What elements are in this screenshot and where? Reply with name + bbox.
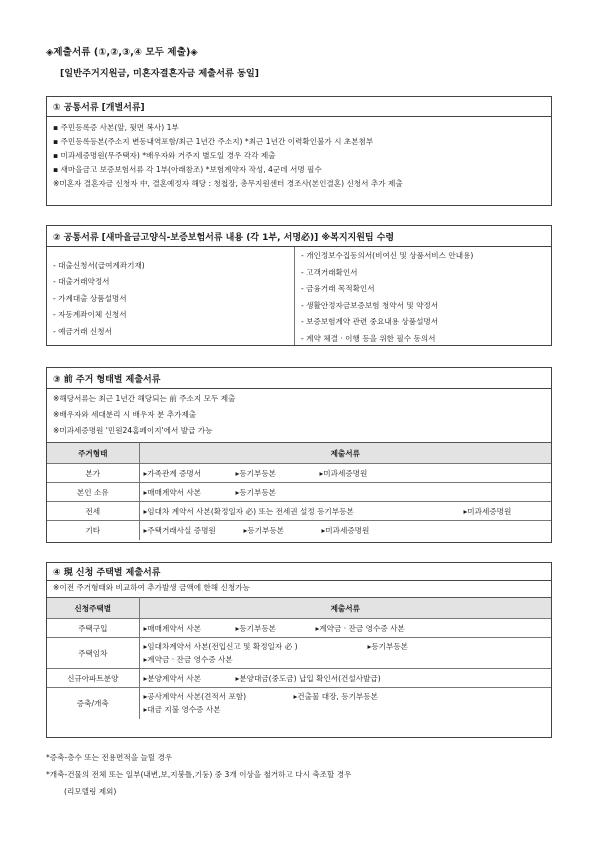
footnote: *증축-층수 또는 전용면적을 늘릴 경우 (46, 753, 173, 762)
doc-item: ▸가족관계 증명서 (143, 468, 202, 478)
section-2-right-list (295, 247, 473, 345)
doc-item: ▸계약금 · 잔금 영수증 사본 (143, 655, 233, 664)
list-item: - 개인정보수집동의서(비여신 및 상품서비스 안내용) (301, 251, 474, 260)
list-item: - 계약 체결 · 이행 등을 위한 필수 동의서 (301, 333, 436, 343)
doc-item: ▸임대차 계약서 사본(확정일자 必) 또는 전세권 설정 등기부등본 (143, 506, 354, 516)
list-item: - 가계대출 상품설명서 (53, 293, 127, 303)
column-header: 주거형태 (47, 443, 139, 464)
section-1-line: ▪ 주민등록등본(주소지 변동내역포함/최근 1년간 주소지) *최근 1년간 이력확인불가 시 초본첨부 (53, 136, 374, 146)
doc-item: ▸분양대금(중도금) 납입 확인서(건설사발급) (235, 673, 381, 683)
section-4-note: ※이전 주거형태와 비교하여 추가발생 금액에 한해 신청가능 (53, 583, 250, 592)
section-3-note: ※미과세증명원 '민원24홈페이지'에서 발급 가능 (53, 426, 213, 435)
section-2-left-list (47, 247, 295, 345)
row-category: 기타 (47, 521, 139, 540)
list-item: - 금융거래 목적확인서 (301, 284, 375, 294)
table-row (47, 483, 551, 502)
doc-item: ▸미과세증명원 (463, 506, 512, 516)
row-category: 신규아파트분양 (47, 669, 139, 688)
section-4-heading: ④ 現 신청 주택별 제출서류 (47, 563, 551, 581)
section-previous-residence-docs (46, 367, 552, 543)
doc-item: ▸등기부등본 (367, 642, 408, 651)
section-2-heading: ② 공통서류 [새마을금고양식-보증보험서류 내용 (각 1부, 서명必)] ※복지지원팀 수령 (47, 226, 551, 247)
section-common-individual-docs (46, 96, 552, 206)
section-common-insurance-docs (46, 225, 552, 346)
footnote: *개축-건물의 전체 또는 일부(내변,보,지붕틀,기둥) 중 3개 이상을 철거하고 다시 축조할 경우 (46, 770, 352, 779)
doc-item: ▸미과세증명원 (319, 468, 368, 478)
section-current-housing-docs (46, 562, 552, 738)
doc-item: ▸대금 지불 영수증 사본 (143, 705, 221, 715)
table-row (47, 688, 551, 719)
doc-item: ▸등기부등본 (243, 525, 284, 535)
doc-item: ▸주택거래사실 증명원 (143, 525, 216, 535)
list-item: - 대출신청서(급여계좌기재) (53, 261, 145, 270)
doc-item: ▸등기부등본 (235, 468, 276, 478)
column-header: 제출서류 (139, 443, 551, 464)
row-category: 주택임차 (47, 638, 139, 669)
row-category: 증축/개축 (47, 688, 139, 719)
doc-item: ▸임대차계약서 사본(전입신고 및 확정일자 必 ) (143, 642, 298, 651)
list-item: - 고객거래확인서 (301, 267, 358, 277)
residence-type-table (47, 442, 551, 540)
doc-item: ▸등기부등본 (235, 623, 276, 633)
list-item: - 자동계좌이체 신청서 (53, 310, 127, 320)
list-item: - 생활안정자금보증보험 청약서 및 약정서 (301, 300, 439, 310)
section-1-line: ▪ 미과세증명원(무주택자) *배우자와 거주지 별도일 경우 각각 제출 (53, 150, 276, 160)
section-1-heading: ① 공통서류 [개별서류] (47, 97, 551, 117)
doc-item: ▸계약금 · 잔금 영수증 사본 (315, 623, 405, 633)
doc-item: ▸건출물 대장, 등기부등본 (293, 692, 378, 702)
table-row (47, 669, 551, 688)
doc-item: ▸미과세증명원 (321, 525, 370, 535)
row-category: 본가 (47, 464, 139, 483)
section-1-line: ▪ 새마을금고 보증보험서류 각 1부(아래참조) *보험계약자 작성, 4군데 서명 필수 (53, 164, 322, 174)
footnote: (리모델링 제외) (64, 787, 117, 796)
page-subtitle: [일반주거지원금, 미혼자결혼자금 제출서류 동일] (60, 68, 259, 79)
table-row (47, 502, 551, 521)
section-3-note: ※배우자와 세대분리 시 배우자 분 추가제출 (53, 410, 197, 419)
list-item: - 대출거래약정서 (53, 277, 110, 287)
column-header: 신청주택별 (47, 598, 139, 619)
row-category: 본인 소유 (47, 483, 139, 502)
column-header: 제출서류 (139, 598, 551, 619)
section-1-line: ▪ 주민등록증 사본(앞, 뒷면 복사) 1부 (53, 123, 179, 132)
page-title: ◈제출서류 (①,②,③,④ 모두 제출)◈ (46, 47, 198, 58)
doc-item: ▸분양계약서 사본 (143, 673, 202, 683)
table-row (47, 638, 551, 669)
section-1-line: ※미혼자 결혼자금 신청자 中, 결혼예정자 해당 : 청첩장, 총무지원센터 경조사(본인결혼) 신청서 추가 제출 (53, 178, 403, 188)
doc-item: ▸공사계약서 사본(견적서 포함) (143, 692, 247, 702)
housing-type-table (47, 597, 551, 719)
section-3-note: ※해당서류는 최근 1년간 해당되는 前 주소지 모두 제출 (53, 394, 236, 403)
doc-item: ▸등기부등본 (235, 487, 276, 497)
row-category: 전세 (47, 502, 139, 521)
doc-item: ▸매매계약서 사본 (143, 623, 202, 633)
list-item: - 보증보험계약 관련 중요내용 상품설명서 (301, 317, 439, 327)
section-3-heading: ③ 前 주거 형태별 제출서류 (47, 368, 551, 389)
table-row (47, 464, 551, 483)
doc-item: ▸매매계약서 사본 (143, 487, 202, 497)
table-row (47, 619, 551, 638)
list-item: - 예금거래 신청서 (53, 326, 112, 336)
row-category: 주택구입 (47, 619, 139, 638)
table-row (47, 521, 551, 540)
